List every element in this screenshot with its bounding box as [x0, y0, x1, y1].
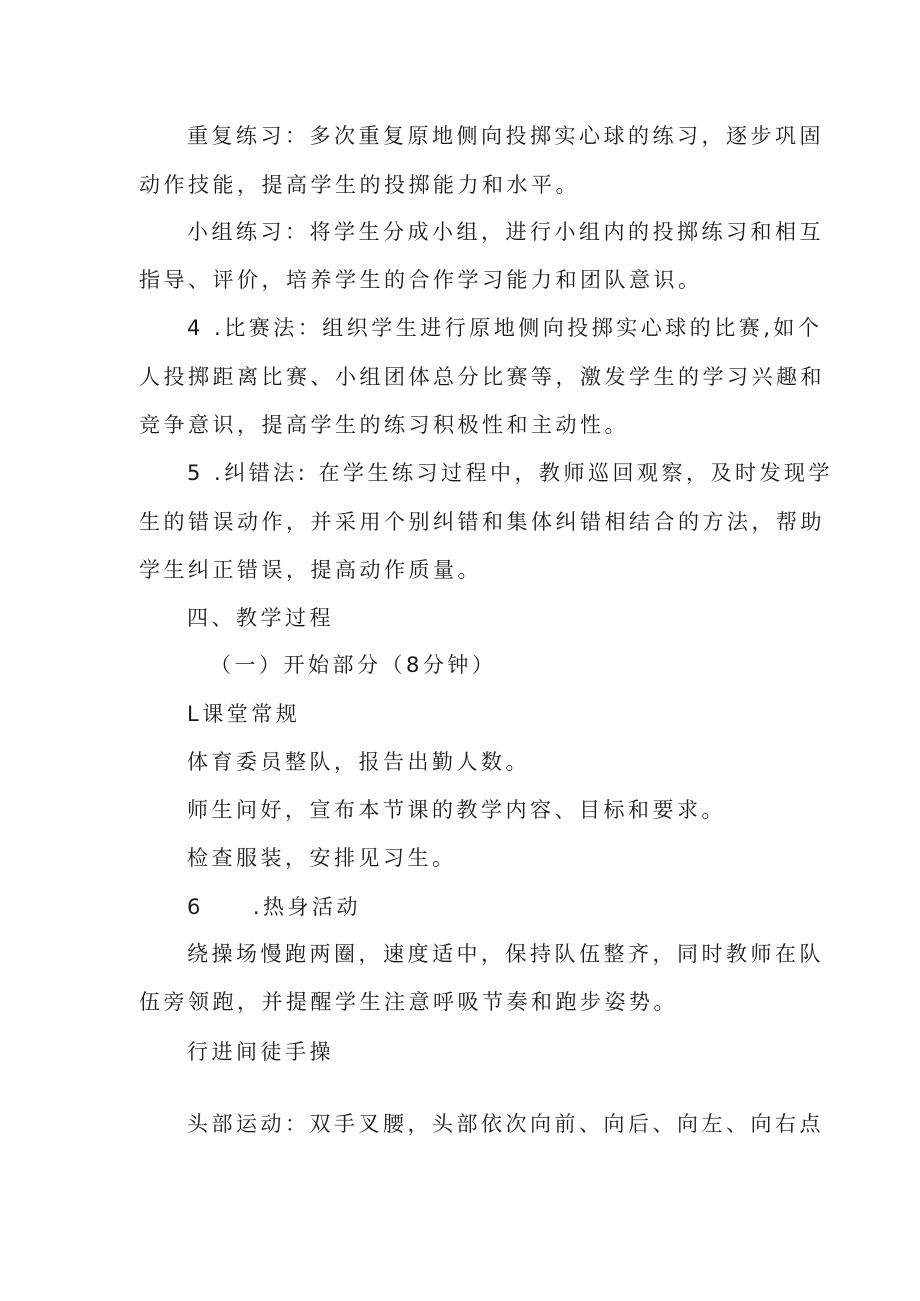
section-title: 四、教学过程 [187, 606, 334, 630]
paragraph-line: 伍旁领跑，并提醒学生注意呼吸节奏和跑步姿势。 [139, 990, 678, 1014]
list-line: 体育委员整队，报告出勤人数。 [187, 750, 530, 774]
paragraph-line: 学生纠正错误，提高动作质量。 [139, 558, 482, 582]
paragraph-line: 4 .比赛法：组织学生进行原地侧向投掷实心球的比赛,如个 [187, 316, 823, 340]
paragraph-line: 指导、评价，培养学生的合作学习能力和团队意识。 [139, 268, 703, 292]
paragraph-line: 人投掷距离比赛、小组团体总分比赛等，激发学生的学习兴趣和 [139, 365, 825, 389]
paragraph-line: 竞争意识，提高学生的练习积极性和主动性。 [139, 413, 629, 437]
paragraph-line: 绕操场慢跑两圈，速度适中，保持队伍整齐，同时教师在队 [187, 942, 824, 966]
paragraph-line: 生的错误动作，并采用个别纠错和集体纠错相结合的方法，帮助 [139, 510, 825, 534]
paragraph-line: 头部运动：双手叉腰，头部依次向前、向后、向左、向右点 [187, 1112, 824, 1136]
item-title: L课堂常规 [187, 702, 301, 726]
paragraph-line: 动作技能，提高学生的投掷能力和水平。 [139, 173, 580, 197]
list-line: 检查服装，安排见习生。 [187, 846, 457, 870]
paragraph-line: 重复练习：多次重复原地侧向投掷实心球的练习，逐步巩固 [187, 124, 824, 148]
list-line: 师生问好，宣布本节课的教学内容、目标和要求。 [187, 798, 726, 822]
paragraph-line: 5 .纠错法: 在学生练习过程中，教师巡回观察，及时发现学 [187, 461, 833, 485]
item-title: 6 .热身活动 [187, 895, 362, 919]
subsection-title: （一）开始部分（8分钟） [210, 653, 497, 677]
exercise-title: 行进间徒手操 [187, 1040, 334, 1064]
paragraph-line: 小组练习：将学生分成小组，进行小组内的投掷练习和相互 [187, 220, 824, 244]
